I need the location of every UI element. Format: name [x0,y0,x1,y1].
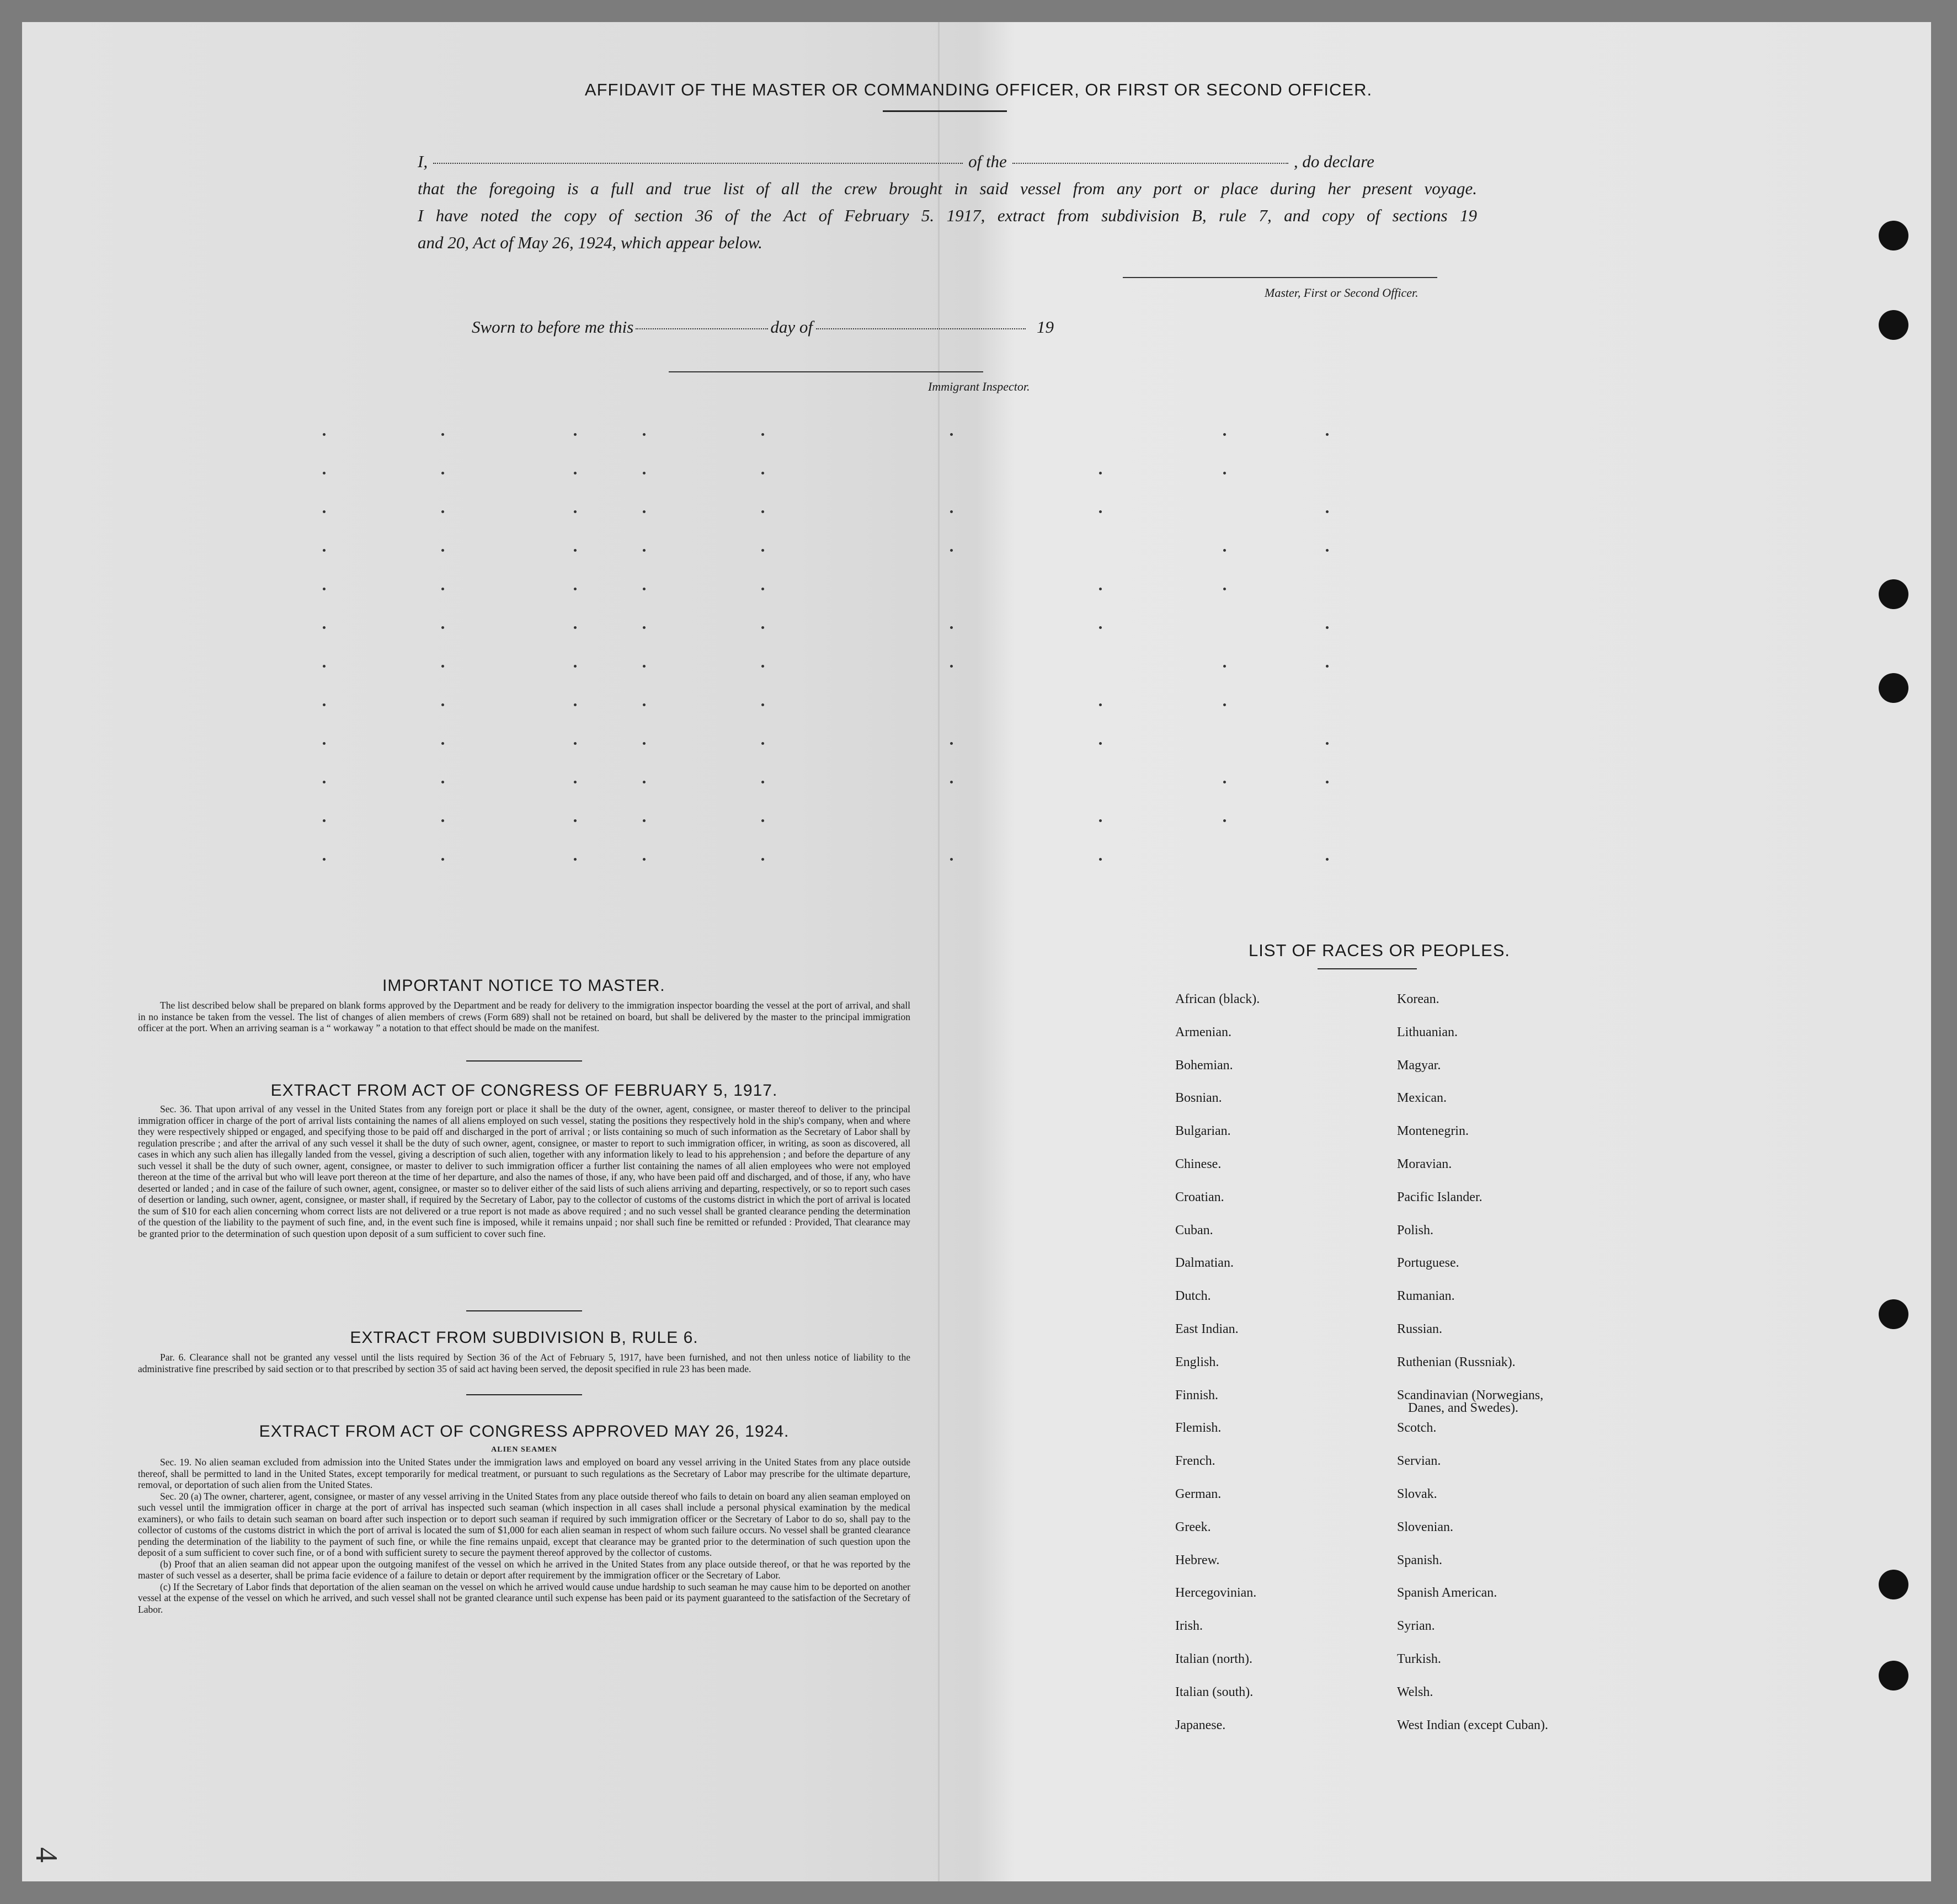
show-through-dot [323,781,326,783]
show-through-dot [1223,433,1226,436]
race-item: Italian (south). [1175,1684,1254,1699]
show-through-dot [1223,472,1226,474]
show-through-dot [950,742,953,745]
show-through-dot [574,819,577,822]
race-item: Rumanian. [1397,1289,1455,1304]
extract-rule6-text: Par. 6. Clearance shall not be granted any vessel until the lists required by Section 36 of the Act of February 5, 1917, have been furnished, and not then unless notice of liability to the administrative fine prescribed by said section or to that prescribed by section 35 of said act having been served, the deposit specified in rule 23 has been made. [138,1352,910,1374]
show-through-dot [574,472,577,474]
show-through-dot [1326,510,1329,513]
show-through-dot [323,510,326,513]
races-underline [1318,968,1417,969]
race-item: Russian. [1397,1322,1443,1336]
show-through-dot [574,781,577,783]
show-through-dot [761,781,764,783]
show-through-dot [441,433,444,436]
divider-1 [466,1060,582,1062]
show-through-dot [643,858,646,861]
show-through-dot [574,858,577,861]
show-through-dot [441,472,444,474]
name-blank[interactable] [433,162,963,164]
affidavit-line-3: I have noted the copy of section 36 of the Act of February 5. 1917, extract from subdivision B, rule 7, and copy of sections 19 [418,206,1477,225]
show-through-dot [1223,819,1226,822]
show-through-dot [761,703,764,706]
race-item: Hercegovinian. [1175,1586,1257,1601]
show-through-dot [1099,588,1102,590]
show-through-dot [643,742,646,745]
show-through-dot [1223,588,1226,590]
race-item: Moravian. [1397,1157,1452,1171]
divider-2 [466,1310,582,1311]
show-through-dot [574,549,577,552]
master-signature-line[interactable] [1123,277,1437,278]
race-item: Scandinavian (Norwegians, [1397,1388,1544,1402]
show-through-dot [1326,549,1329,552]
show-through-dot [323,858,326,861]
race-item: Spanish American. [1397,1586,1497,1601]
affidavit-line-4: and 20, Act of May 26, 1924, which appear below. [418,233,762,252]
show-through-dot [1326,781,1329,783]
show-through-dot [441,858,444,861]
race-item-continuation: Danes, and Swedes). [1408,1401,1518,1415]
race-item: West Indian (except Cuban). [1397,1718,1548,1732]
show-through-dot [643,781,646,783]
show-through-dot [761,819,764,822]
show-through-dot [761,549,764,552]
show-through-dot [950,781,953,783]
show-through-dot [1326,858,1329,861]
show-through-dot [643,433,646,436]
show-through-dot [1326,665,1329,668]
race-item: Mexican. [1397,1091,1447,1106]
show-through-dot [441,549,444,552]
extract-1924-title: EXTRACT FROM ACT OF CONGRESS APPROVED MAY 26, 1924. [259,1422,790,1441]
show-through-dot [1099,510,1102,513]
show-through-dot [643,703,646,706]
show-through-dot [643,819,646,822]
extract-1924-text: Sec. 19. No alien seaman excluded from admission into the United States under the immigration laws and employed on board any vessel arriving in the United States from any place outside thereof, shall be permitted to land in the United States, except temporarily for medical treatment, or pursuant to such regulations as the Secretary of Labor may prescribe for the ultimate departure, removal, or deportation of such alien from the United States. Sec. 20 (a) The owner, charterer, agent, consignee, or master of any vessel arriving in the United States from any place outside thereof who fails to detain on board any alien seaman employed on such vessel until the immigration officer in charge at the port of arrival has inspected such seaman (which inspection in all cases shall include a personal physical examination by the medical examiners), or who fails to detain such seaman on board after such inspection or to deport such seaman if required by such immigration officer or the Secretary of Labor to do so, shall pay to the collector of customs of the customs district in which the port of arrival is located the sum of $1,000 for each alien seaman in respect of whom such failure occurs. No vessel shall be granted clearance pending the determination of the liability to the payment of such fine, or while the fine remains unpaid, except that clearance may be granted prior to the determination of such question upon the deposit of a sum sufficient to cover such fine, or of a bond with sufficient surety to secure the payment thereof approved by the collector of customs. (b) Proof that an alien seaman did not appear upon the outgoing manifest of the vessel on which he arrived in the United States from any place outside thereof, or that he was reported by the master of such vessel as a deserter, shall be prima facie evidence of a failure to detain or deport after requirement by the immigration officer or the Secretary of Labor. (c) If the Secretary of Labor finds that deportation of the alien seaman on the vessel on which he arrived would cause undue hardship to such seaman he may cause him to be deported on another vessel at the expense of the vessel on which he arrived, and such vessel shall not be granted clearance until such expense has been paid or its payment guaranteed to the satisfaction of the Secretary of Labor. [138,1457,910,1615]
show-through-dot [643,549,646,552]
race-item: Ruthenian (Russniak). [1397,1354,1516,1369]
show-through-dot [761,433,764,436]
show-through-dot [761,665,764,668]
show-through-dot [761,472,764,474]
race-item: Syrian. [1397,1619,1435,1634]
punch-hole [1879,221,1908,250]
show-through-dot [761,510,764,513]
show-through-dot [1099,742,1102,745]
show-through-dot [574,510,577,513]
show-through-dot [1223,781,1226,783]
show-through-dot [323,665,326,668]
show-through-dot [643,588,646,590]
show-through-dot [643,472,646,474]
punch-hole [1879,579,1908,609]
notice-text: The list described below shall be prepared on blank forms approved by the Department and be ready for delivery to the immigration inspector boarding the vessel at the port of arrival, and shall in no instance be taken from the vessel. The list of changes of alien members of crews (Form 689) shall not be retained on board, but shall be delivered by the master to the principal immigration officer at the port. When an arriving seaman is a “ workaway ” a notation to that effect should be made on the manifest. [138,1000,910,1033]
punch-hole [1879,1299,1908,1329]
race-item: Japanese. [1175,1718,1226,1732]
show-through-dot [441,510,444,513]
affidavit-line-1: I, of the , do declare [418,152,1374,171]
master-caption: Master, First or Second Officer. [1265,286,1419,300]
race-item: Croatian. [1175,1190,1224,1204]
show-through-dot [441,819,444,822]
show-through-dot [574,588,577,590]
show-through-dot [643,626,646,629]
punch-hole [1879,673,1908,703]
show-through-dot [761,858,764,861]
race-item: Hebrew. [1175,1553,1220,1567]
race-item: Korean. [1397,992,1439,1006]
punch-hole [1879,1661,1908,1690]
race-item: Pacific Islander. [1397,1190,1483,1204]
show-through-dot [574,742,577,745]
races-title: LIST OF RACES OR PEOPLES. [1248,941,1511,960]
race-item: English. [1175,1354,1219,1369]
show-through-dot [323,472,326,474]
sworn-day-blank[interactable] [636,328,768,329]
show-through-dot [441,781,444,783]
inspector-signature-line[interactable] [669,371,983,372]
show-through-dot [1326,433,1329,436]
margin-mark: 4 [29,1847,63,1863]
show-through-dot [441,588,444,590]
show-through-dot [574,665,577,668]
show-through-dot [1223,665,1226,668]
show-through-dot [950,510,953,513]
race-item: Armenian. [1175,1025,1231,1039]
race-item: Magyar. [1397,1058,1441,1073]
show-through-dot [441,742,444,745]
race-item: Montenegrin. [1397,1124,1469,1139]
race-item: Slovak. [1397,1487,1437,1501]
race-item: Turkish. [1397,1652,1441,1666]
show-through-dot [323,588,326,590]
inspector-caption: Immigrant Inspector. [928,380,1030,393]
race-item: Polish. [1397,1223,1434,1238]
affidavit-line-2: that the foregoing is a full and true list of all the crew brought in said vessel from any port or place during her present voyage. [418,179,1477,198]
race-item: Greek. [1175,1519,1211,1534]
show-through-dot [950,549,953,552]
sworn-line: Sworn to before me this day of 19 [472,317,1054,337]
extract-1917-text: Sec. 36. That upon arrival of any vessel in the United States from any foreign port or place it shall be the duty of the owner, agent, consignee, or master thereof to deliver to the principal immigration officer in charge of the port of arrival lists containing the names of all aliens employed on such vessel, stating the positions they respectively hold in the ship's company, when and where they were respectively shipped or engaged, and specifying those to be paid off and discharged in the port of arrival ; or lists containing so much of such information as the Secretary of Labor shall by regulation prescribe ; and after the arrival of any such vessel it shall be the duty of such owner, agent, consignee, or master to report to such immigration officer, in writing, as soon as discovered, all cases in which any such alien has illegally landed from the vessel, giving a description of such alien, together with any information likely to lead to his apprehension ; and before the departure of any such vessel it shall be the duty of such owner, agent, consignee, or master to deliver to such immigration officer a further list containing the names of all alien employees who were not employed thereon at the time of the arrival but who will leave port thereon at the time of her departure, and also the names of those, if any, who have been paid off and discharged, and of those, if any, who have deserted or landed ; and in case of the failure of such owner, agent, consignee, or master so to deliver either of the said lists of such aliens arriving and departing, respectively, or so to report such cases of desertion or landing, such owner, agent, consignee, or master shall, if required by the Secretary of Labor, pay to the collector of customs of the customs district in which the port of arrival is located the sum of $10 for each alien concerning whom correct lists are not delivered or a true report is not made as above required ; and no such vessel shall be granted clearance pending the determination of the question of the liability to the payment of such fine, and, in the event such fine is imposed, while it remains unpaid ; nor shall such fine be remitted or refunded : Provided, That clearance may be granted prior to the determination of such question upon deposit of a sum sufficient to cover such fine. [138,1103,910,1239]
show-through-dot [1099,703,1102,706]
affidavit-title: AFFIDAVIT OF THE MASTER OR COMMANDING OFFICER, OR FIRST OR SECOND OFFICER. [584,80,1373,99]
show-through-dot [950,433,953,436]
punch-hole [1879,310,1908,340]
affidavit-body [418,148,1477,256]
race-item: Flemish. [1175,1421,1222,1436]
notice-title: IMPORTANT NOTICE TO MASTER. [382,977,665,995]
extract-rule6-title: EXTRACT FROM SUBDIVISION B, RULE 6. [350,1329,698,1347]
race-item: Servian. [1397,1454,1441,1469]
show-through-dot [643,665,646,668]
race-item: Bosnian. [1175,1091,1222,1106]
alien-seamen-label: ALIEN SEAMEN [491,1446,557,1454]
divider-3 [466,1394,582,1395]
show-through-dot [323,433,326,436]
race-item: Scotch. [1397,1421,1437,1436]
show-through-dot [441,626,444,629]
show-through-dot [323,626,326,629]
show-through-dot [441,703,444,706]
show-through-dot [950,858,953,861]
show-through-dot [761,742,764,745]
show-through-dot [323,549,326,552]
show-through-dot [574,433,577,436]
race-item: Irish. [1175,1619,1203,1634]
race-item: Lithuanian. [1397,1025,1458,1039]
show-through-dot [1099,819,1102,822]
race-item: Portuguese. [1397,1256,1459,1271]
extract-1917-title: EXTRACT FROM ACT OF CONGRESS OF FEBRUARY 5, 1917. [270,1081,778,1100]
punch-hole [1879,1570,1908,1599]
show-through-dot [323,742,326,745]
race-item: Bulgarian. [1175,1124,1231,1139]
show-through-dot [1223,549,1226,552]
show-through-dot [950,626,953,629]
show-through-dot [574,626,577,629]
show-through-dot [574,703,577,706]
race-item: Cuban. [1175,1223,1213,1238]
race-item: Finnish. [1175,1388,1219,1402]
show-through-dot [323,819,326,822]
title-underline [883,110,1007,112]
race-item: Chinese. [1175,1157,1222,1171]
show-through-dot [1099,626,1102,629]
show-through-dot [643,510,646,513]
sworn-month-blank[interactable] [816,328,1026,329]
race-item: Italian (north). [1175,1652,1252,1666]
race-item: African (black). [1175,992,1260,1006]
race-item: Welsh. [1397,1684,1433,1699]
show-through-dot [761,626,764,629]
show-through-dot [323,703,326,706]
show-through-dot [441,665,444,668]
vessel-blank[interactable] [1012,162,1288,164]
show-through-dot [761,588,764,590]
show-through-dot [1326,626,1329,629]
race-item: Spanish. [1397,1553,1443,1567]
show-through-dot [1223,703,1226,706]
race-item: Slovenian. [1397,1519,1453,1534]
race-item: Dutch. [1175,1289,1211,1304]
show-through-dot [950,665,953,668]
race-item: Dalmatian. [1175,1256,1234,1271]
race-item: Bohemian. [1175,1058,1233,1073]
race-item: German. [1175,1487,1222,1501]
show-through-dot [1326,742,1329,745]
show-through-dot [1099,858,1102,861]
race-item: East Indian. [1175,1322,1239,1336]
race-item: French. [1175,1454,1215,1469]
page-fold [938,22,940,1881]
show-through-dot [1099,472,1102,474]
